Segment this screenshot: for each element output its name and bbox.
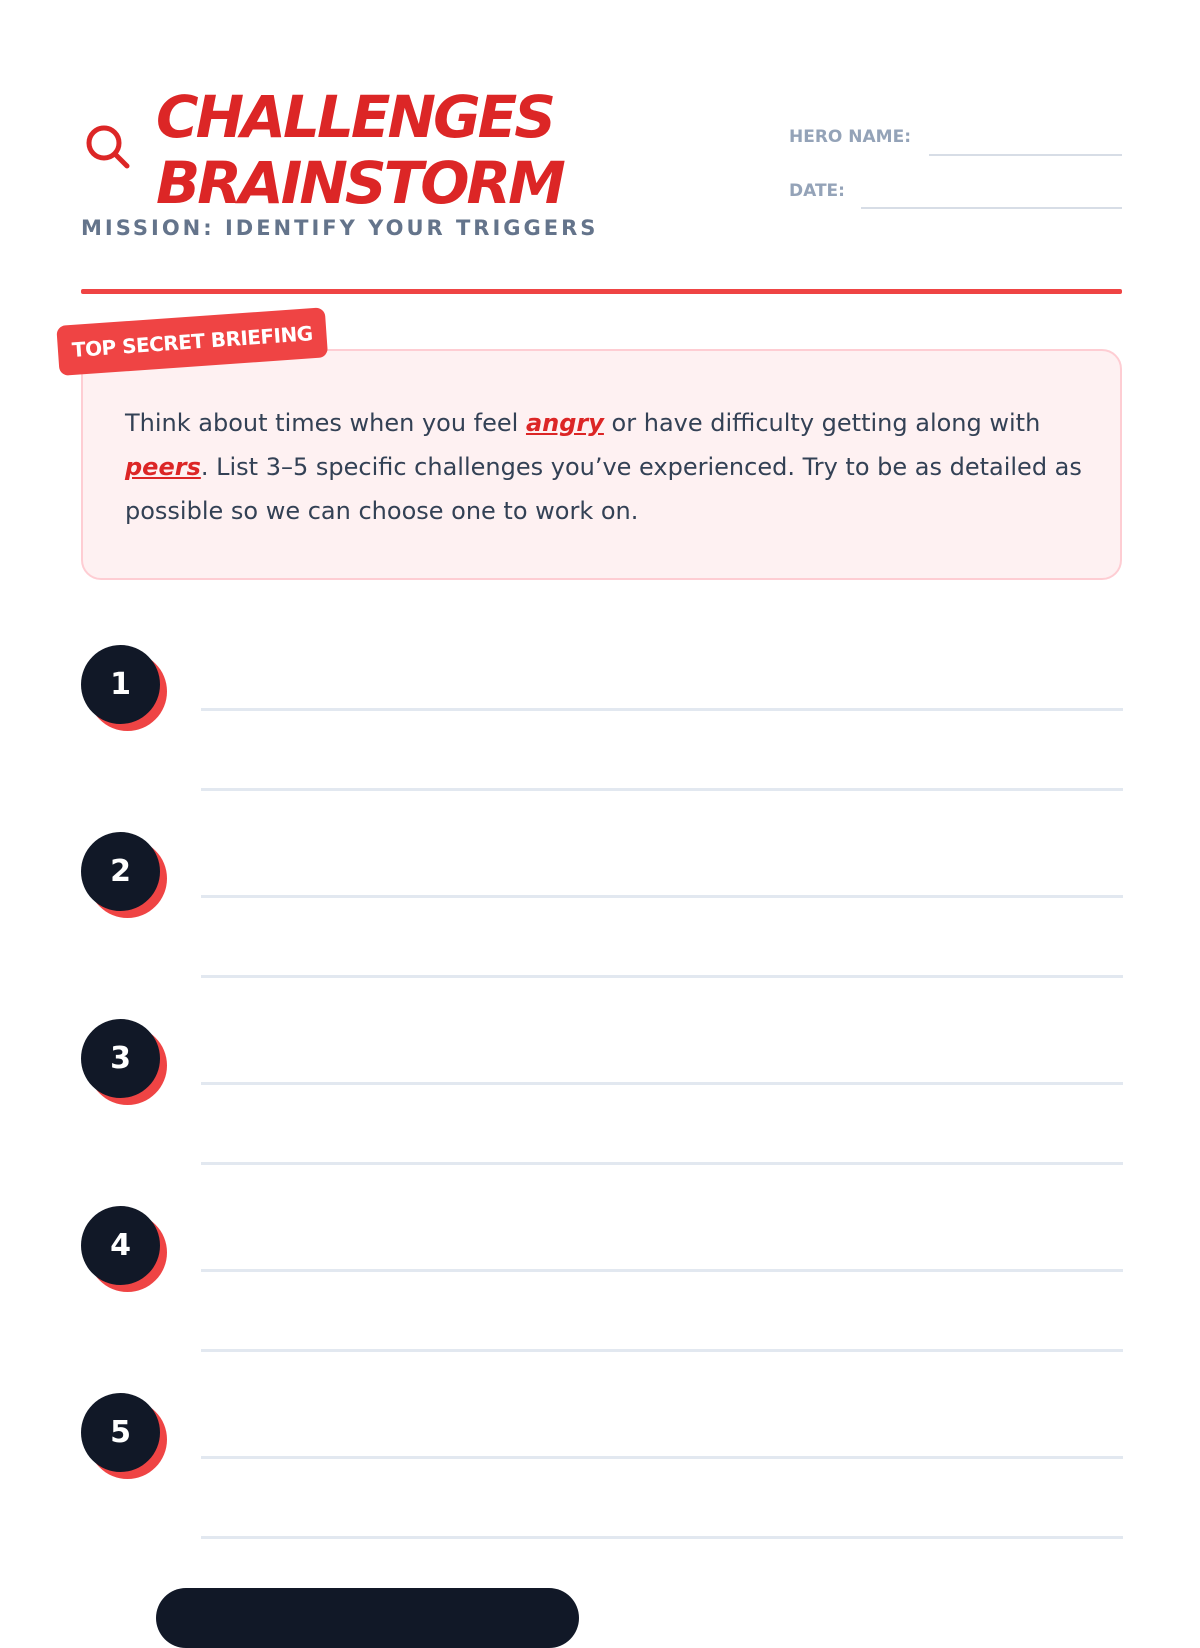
- bottom-banner: [156, 1588, 579, 1648]
- highlight-angry: angry: [525, 409, 604, 437]
- title-line-1: CHALLENGES: [156, 83, 554, 151]
- number-label: 5: [81, 1393, 160, 1472]
- number-badge: [81, 1206, 171, 1296]
- number-badge: [81, 645, 171, 735]
- answer-line[interactable]: [201, 788, 1123, 791]
- challenge-item: [0, 1206, 1200, 1396]
- challenge-item: [0, 1019, 1200, 1209]
- top-secret-badge: TOP SECRET BRIEFING: [56, 307, 328, 376]
- answer-line[interactable]: [201, 1082, 1123, 1085]
- header-divider: [81, 289, 1122, 294]
- briefing-text: [125, 401, 1085, 533]
- answer-line[interactable]: [201, 1162, 1123, 1165]
- answer-line[interactable]: [201, 1456, 1123, 1459]
- number-label: 4: [81, 1206, 160, 1285]
- number-badge: [81, 1019, 171, 1109]
- answer-line[interactable]: [201, 895, 1123, 898]
- challenge-item: [0, 1393, 1200, 1583]
- title-line-2: BRAINSTORM: [156, 149, 563, 217]
- briefing-text-part: or have difficulty getting along with: [603, 409, 1041, 437]
- page-title: [156, 84, 563, 216]
- date-label: DATE:: [789, 181, 845, 201]
- number-label: 1: [81, 645, 160, 724]
- briefing-box: [81, 349, 1122, 580]
- page-subtitle: MISSION: IDENTIFY YOUR TRIGGERS: [81, 216, 599, 240]
- challenge-item: [0, 832, 1200, 1022]
- number-label: 3: [81, 1019, 160, 1098]
- search-icon: [84, 123, 132, 171]
- number-badge: [81, 832, 171, 922]
- hero-name-field[interactable]: [929, 154, 1122, 156]
- answer-line[interactable]: [201, 708, 1123, 711]
- briefing-text-part: . List 3–5 specific challenges you’ve experienced. Try to be as detailed as possible so we can choose one to work on.: [125, 453, 1082, 525]
- challenge-item: [0, 645, 1200, 835]
- number-badge: [81, 1393, 171, 1483]
- answer-line[interactable]: [201, 975, 1123, 978]
- hero-name-label: HERO NAME:: [789, 127, 912, 147]
- number-label: 2: [81, 832, 160, 911]
- answer-line[interactable]: [201, 1269, 1123, 1272]
- date-field[interactable]: [861, 207, 1122, 209]
- answer-line[interactable]: [201, 1536, 1123, 1539]
- answer-line[interactable]: [201, 1349, 1123, 1352]
- highlight-peers: peers: [125, 453, 201, 481]
- briefing-text-part: Think about times when you feel: [125, 409, 526, 437]
